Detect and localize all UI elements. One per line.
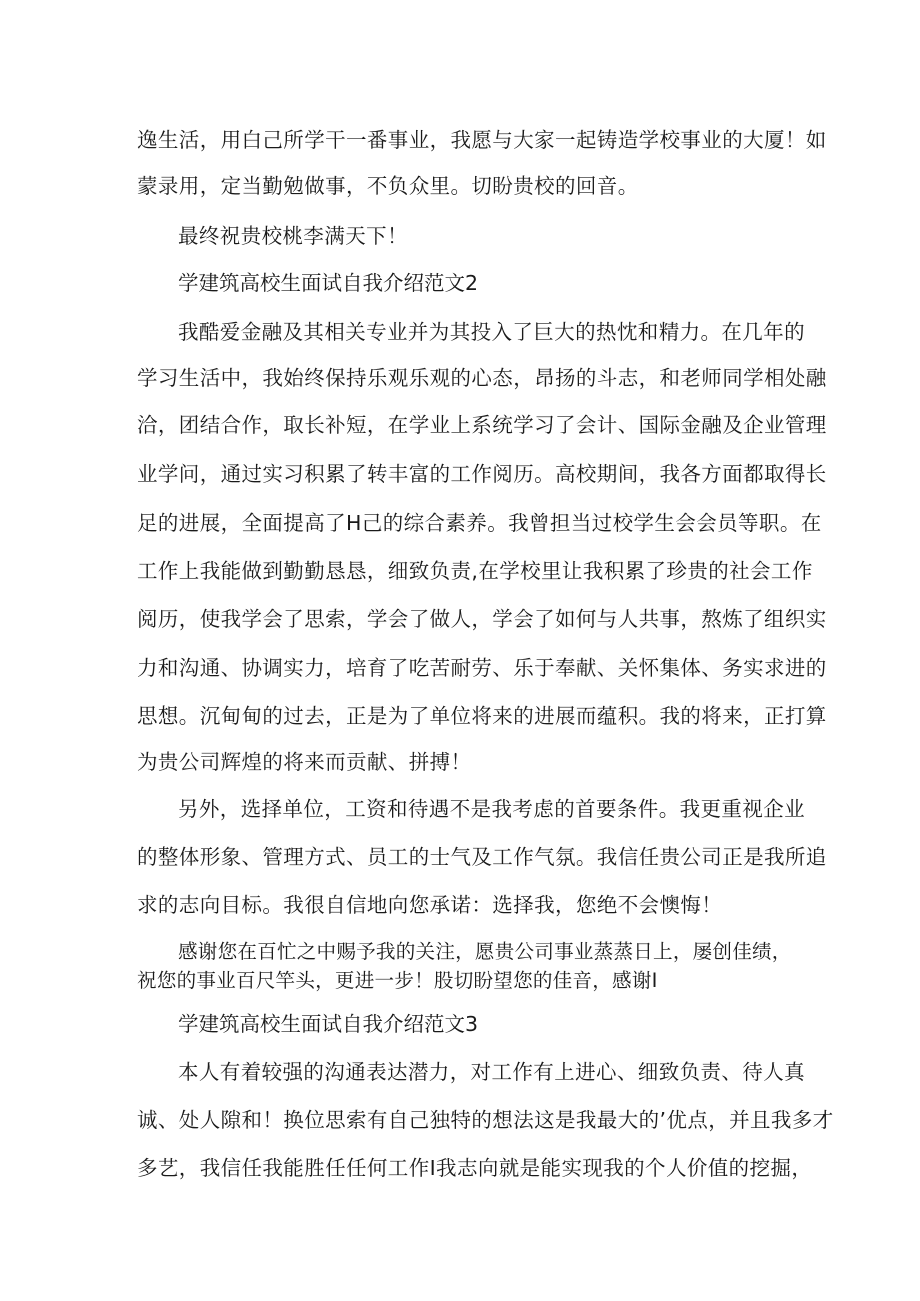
paragraph-line: 力和沟通、协调实力，培育了吃苦耐劳、乐于奉献、关怀集体、务实求进的 — [137, 656, 827, 680]
paragraph-line: 的整体形象、管理方式、员工的士气及工作气氛。我信任贵公司正是我所追 — [137, 845, 827, 869]
paragraph-line: 我酷爱金融及其相关专业并为其投入了巨大的热忱和精力。在几年的 — [178, 320, 805, 344]
paragraph-line: 逸生活，用白己所学干一番事业，我愿与大家一起铸造学校事业的大厦！如 — [137, 128, 827, 152]
paragraph-line: 学习生活中，我始终保持乐观乐观的心态，昂扬的斗志，和老师同学相处融 — [137, 366, 827, 390]
paragraph-line: 为贵公司辉煌的将来而贡献、拼搏！ — [137, 750, 472, 774]
paragraph-line: 另外，选择单位，工资和待遇不是我考虑的首要条件。我更重视企业 — [178, 797, 805, 821]
paragraph-line: 求的志向目标。我很自信地向您承诺：选择我，您绝不会懊悔！ — [137, 893, 723, 917]
paragraph-line: 本人有着较强的沟通表达潜力，对工作有上进心、细致负责、待人真 — [178, 1060, 805, 1084]
paragraph-line: 足的进展，全面提高了H己的综合素养。我曾担当过校学生会会员等职。在 — [137, 511, 822, 535]
section-heading: 学建筑高校生面试自我介绍范文3 — [178, 1012, 479, 1036]
paragraph-line: 诚、处人隙和！换位思索有自己独特的想法这是我最大的’优点，并且我多才 — [137, 1108, 834, 1132]
paragraph-line: 工作上我能做到勤勤恳恳，细致负责,在学校里让我积累了珍贵的社会工作 — [137, 559, 813, 583]
closing-line: 最终祝贵校桃李满天下！ — [178, 224, 408, 248]
paragraph-line: 多艺，我信任我能胜任任何工作I我志向就是能实现我的个人价值的挖掘， — [137, 1156, 813, 1180]
paragraph-line: 蒙录用，定当勤勉做事，不负众里。切盼贵校的回音。 — [137, 174, 639, 198]
paragraph-line: 祝您的事业百尺竿头，更进一步！股切盼望您的佳音，感谢I — [137, 969, 658, 992]
paragraph-line: 阅历，使我学会了思索，学会了做人，学会了如何与人共事，熬炼了组织实 — [137, 607, 827, 631]
paragraph-line: 感谢您在百忙之中赐予我的关注，愿贵公司事业蒸蒸日上，屡创佳绩， — [178, 940, 792, 963]
paragraph-line: 业学问，通过实习积累了转丰富的工作阅历。高校期间，我各方面都取得长 — [137, 462, 827, 486]
paragraph-line: 洽，团结合作，取长补短，在学业上系统学习了会计、国际金融及企业管理 — [137, 413, 827, 437]
paragraph-line: 思想。沉甸甸的过去，正是为了单位将来的进展而蕴积。我的将来，正打算 — [137, 704, 827, 728]
section-heading: 学建筑高校生面试自我介绍范文2 — [178, 271, 479, 295]
